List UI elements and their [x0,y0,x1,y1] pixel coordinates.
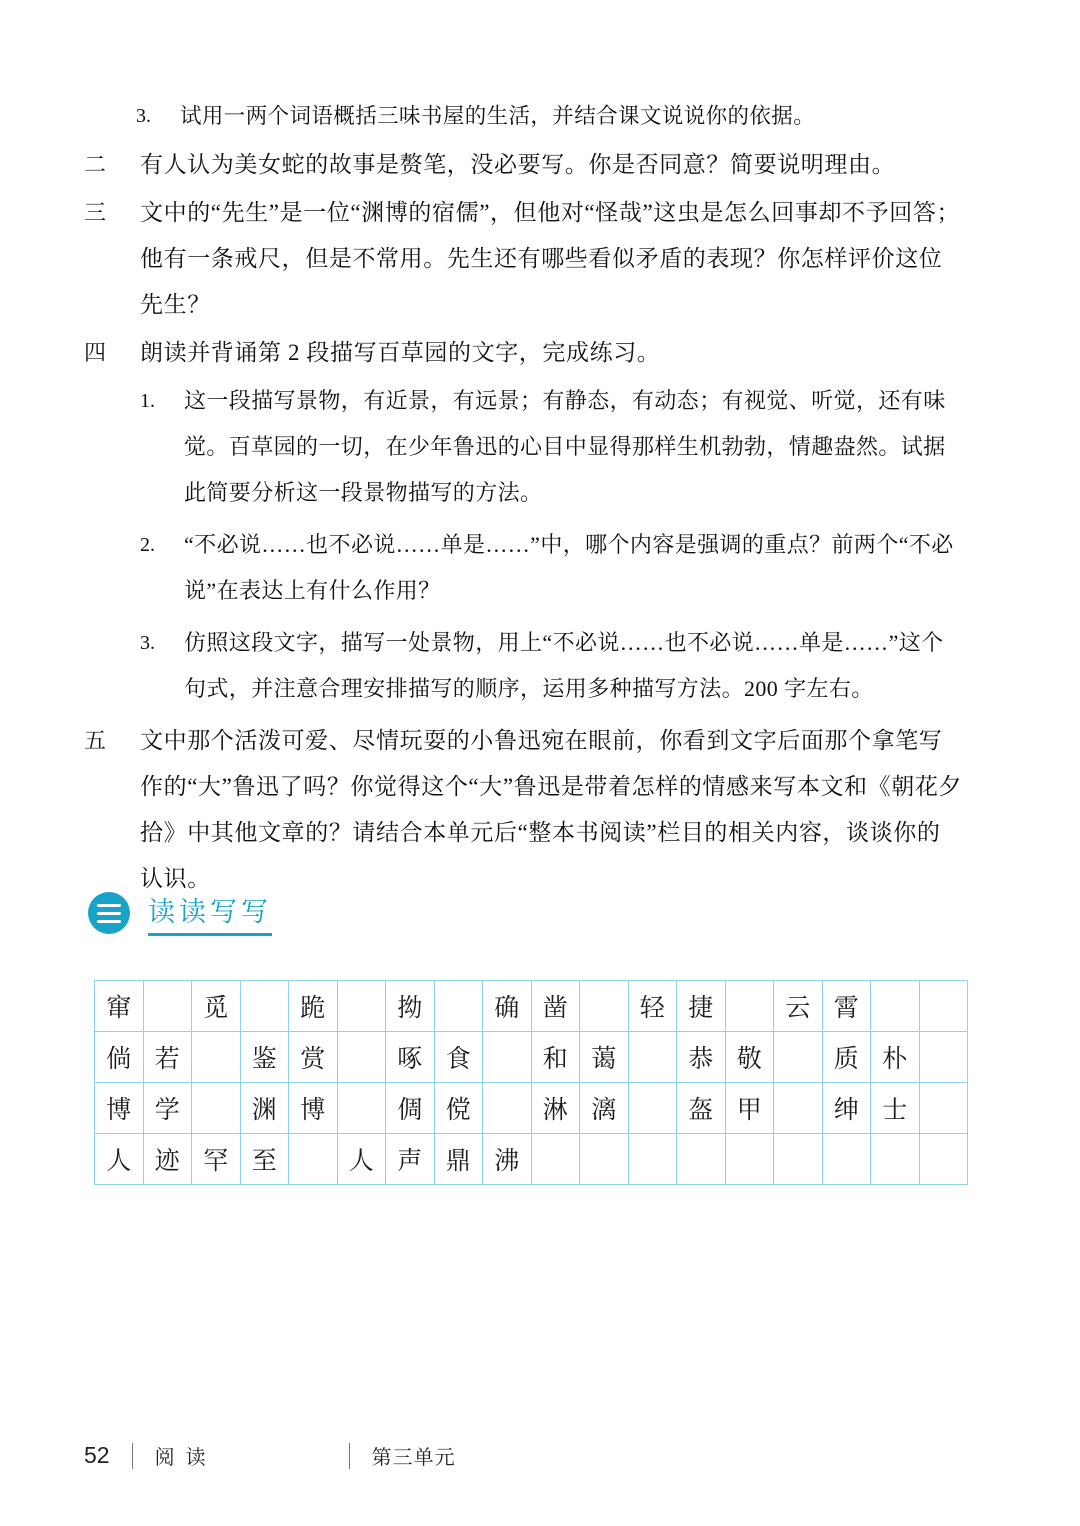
character-cell: 朴 [871,1032,920,1083]
question-marker: 二 [84,152,108,177]
character-cell [483,1083,532,1134]
character-cell [725,1134,774,1185]
character-cell: 啄 [386,1032,435,1083]
character-cell: 漓 [580,1083,629,1134]
character-cell: 凿 [531,981,580,1032]
character-cell [434,981,483,1032]
section-title: 读读写写 [148,890,272,936]
character-cell: 声 [386,1134,435,1185]
item-text: 仿照这段文字，描写一处景物，用上“不必说……也不必说……单是……”这个句式，并注意合理安排描写的顺序，运用多种描写方法。200 字左右。 [184,630,944,701]
character-cell: 确 [483,981,532,1032]
character-cell: 觅 [192,981,241,1032]
character-cell [337,1083,386,1134]
character-cell: 博 [95,1083,144,1134]
character-cell: 鼎 [434,1134,483,1185]
character-cell: 跪 [289,981,338,1032]
character-cell: 捷 [677,981,726,1032]
footer-section-label: 阅 读 [154,1447,209,1469]
character-cell: 人 [337,1134,386,1185]
list-item [84,620,964,712]
character-cell [774,1134,823,1185]
character-cell [143,981,192,1032]
character-cell [580,1134,629,1185]
table-row [95,1134,968,1185]
question-four-subitems [84,378,964,712]
character-cell [628,1134,677,1185]
question-marker: 四 [84,340,108,365]
character-cell: 至 [240,1134,289,1185]
character-cell [871,1134,920,1185]
item-marker: 2. [140,534,155,556]
character-cell: 渊 [240,1083,289,1134]
character-cell [531,1134,580,1185]
character-cell: 甲 [725,1083,774,1134]
item-marker: 3. [140,632,155,654]
question-marker: 三 [84,200,108,225]
character-cell: 学 [143,1083,192,1134]
item-marker: 3. [136,105,151,127]
character-cell: 窜 [95,981,144,1032]
section-heading [88,890,272,936]
character-cell: 盔 [677,1083,726,1134]
character-cell: 倘 [95,1032,144,1083]
character-cell: 人 [95,1134,144,1185]
character-cell: 赏 [289,1032,338,1083]
item-text: “不必说……也不必说……单是……”中，哪个内容是强调的重点？前两个“不必说”在表达上有什么作用？ [184,532,954,603]
character-cell: 绅 [822,1083,871,1134]
character-cell: 轻 [628,981,677,1032]
character-cell: 蔼 [580,1032,629,1083]
question-three [84,190,964,328]
question-text: 有人认为美女蛇的故事是赘笔，没必要写。你是否同意？简要说明理由。 [140,152,896,177]
character-cell: 质 [822,1032,871,1083]
character-cell: 罕 [192,1134,241,1185]
character-cell [919,1032,968,1083]
item-marker: 1. [140,390,155,412]
character-cell [192,1032,241,1083]
question-marker: 五 [84,728,108,753]
character-cell: 恭 [677,1032,726,1083]
footer-unit-label: 第三单元 [371,1447,456,1469]
writing-grid [94,980,950,1185]
character-cell [822,1134,871,1185]
character-cell [871,981,920,1032]
question-two [84,142,964,188]
footer-divider [132,1443,133,1469]
character-cell: 傥 [434,1083,483,1134]
list-item [84,96,964,136]
character-cell [919,1083,968,1134]
page-number: 52 [84,1442,110,1468]
character-cell [725,981,774,1032]
table-row [95,981,968,1032]
character-cell: 淋 [531,1083,580,1134]
character-cell: 倜 [386,1083,435,1134]
question-five [84,718,964,902]
item-text: 这一段描写景物，有近景，有远景；有静态，有动态；有视觉、听觉，还有味觉。百草园的一切，在少年鲁迅的心目中显得那样生机勃勃，情趣盎然。试据此简要分析这一段景物描写的方法。 [184,388,946,505]
question-four [84,330,964,376]
character-cell [628,1083,677,1134]
character-cell [289,1134,338,1185]
character-cell [337,1032,386,1083]
character-cell: 拗 [386,981,435,1032]
character-cell [919,1134,968,1185]
list-item [84,522,964,614]
character-cell: 士 [871,1083,920,1134]
item-text: 试用一两个词语概括三味书屋的生活，并结合课文说说你的依据。 [180,104,816,128]
character-cell [192,1083,241,1134]
table-row [95,1083,968,1134]
page-footer [84,1441,456,1470]
list-lines-icon [88,892,130,934]
character-cell [580,981,629,1032]
character-cell [483,1032,532,1083]
character-cell [919,981,968,1032]
character-cell: 霄 [822,981,871,1032]
list-item [84,378,964,516]
character-cell: 云 [774,981,823,1032]
character-cell: 迹 [143,1134,192,1185]
character-cell [774,1083,823,1134]
character-cell: 敬 [725,1032,774,1083]
character-cell [774,1032,823,1083]
character-cell [677,1134,726,1185]
table-row [95,1032,968,1083]
footer-divider-2 [349,1443,350,1469]
character-cell: 若 [143,1032,192,1083]
character-cell [628,1032,677,1083]
exercise-list [84,96,964,904]
character-grid-table [94,980,968,1185]
character-cell [337,981,386,1032]
question-text: 朗读并背诵第 2 段描写百草园的文字，完成练习。 [140,340,661,365]
question-text: 文中那个活泼可爱、尽情玩耍的小鲁迅宛在眼前，你看到文字后面那个拿笔写作的“大”鲁迅了吗？你觉得这个“大”鲁迅是带着怎样的情感来写本文和《朝花夕拾》中其他文章的？请结合本单元后“整本书阅读”栏目的相关内容，谈谈你的认识。 [140,728,963,891]
character-cell: 鉴 [240,1032,289,1083]
character-cell: 博 [289,1083,338,1134]
character-cell: 和 [531,1032,580,1083]
character-cell: 食 [434,1032,483,1083]
character-cell [240,981,289,1032]
character-cell: 沸 [483,1134,532,1185]
question-text: 文中的“先生”是一位“渊博的宿儒”，但他对“怪哉”这虫是怎么回事却不予回答；他有一条戒尺，但是不常用。先生还有哪些看似矛盾的表现？你怎样评价这位先生？ [140,200,961,317]
